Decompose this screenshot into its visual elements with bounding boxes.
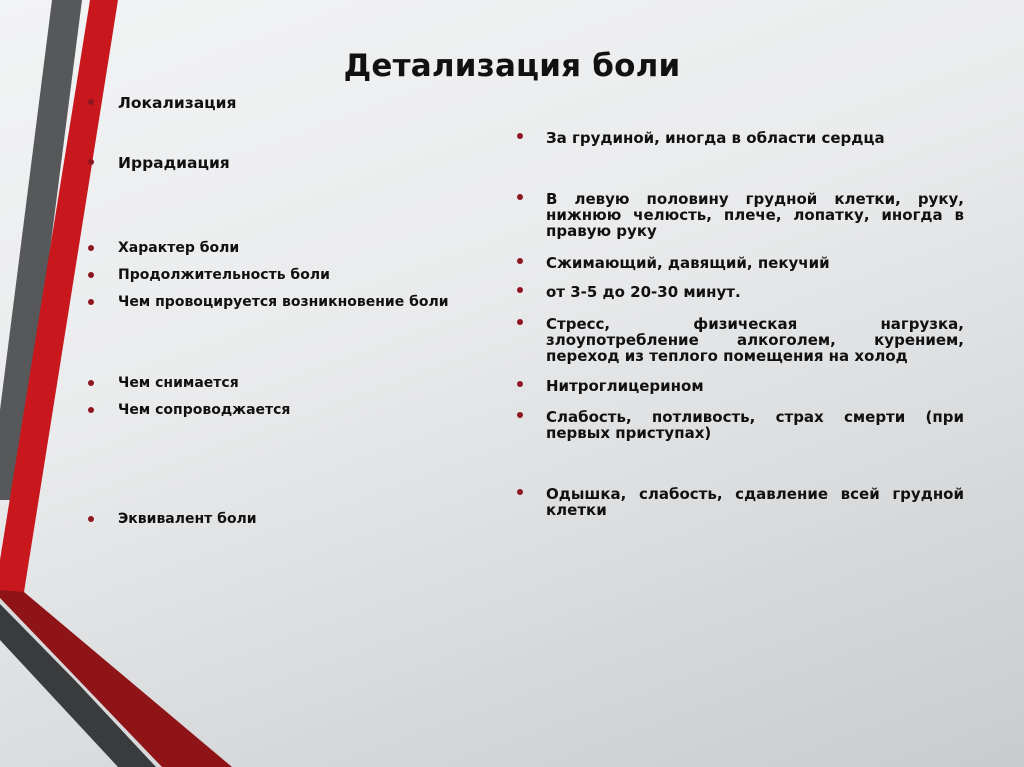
bullet-icon — [88, 272, 94, 278]
list-item: от 3-5 до 20-30 минут. — [546, 284, 964, 300]
list-item: Продолжительность боли — [118, 267, 330, 283]
list-item: Сжимающий, давящий, пекучий — [546, 255, 964, 271]
list-item: Локализация — [118, 94, 236, 112]
bullet-icon — [88, 407, 94, 413]
bullet-icon — [88, 99, 94, 105]
list-item: Слабость, потливость, страх смерти (при первых приступах) — [546, 409, 964, 441]
bullet-icon — [517, 489, 523, 495]
bullet-icon — [517, 194, 523, 200]
list-item: Чем сопроводжается — [118, 402, 290, 418]
bullet-icon — [517, 287, 523, 293]
list-item: В левую половину грудной клетки, руку, нижнюю челюсть, плече, лопатку, иногда в правую руку — [546, 191, 964, 239]
bullet-icon — [517, 412, 523, 418]
list-item: Характер боли — [118, 240, 239, 256]
list-item: Иррадиация — [118, 154, 230, 172]
bullet-icon — [517, 133, 523, 139]
list-item: Чем снимается — [118, 375, 239, 391]
bullet-icon — [88, 380, 94, 386]
bullet-icon — [517, 319, 523, 325]
list-item: За грудиной, иногда в области сердца — [546, 130, 964, 146]
slide-title: Детализация боли — [343, 48, 681, 84]
bullet-icon — [88, 245, 94, 251]
list-item: Чем провоцируется возникновение боли — [118, 294, 449, 310]
bullet-icon — [88, 516, 94, 522]
list-item: Нитроглицерином — [546, 378, 964, 394]
bullet-icon — [88, 159, 94, 165]
bullet-icon — [88, 299, 94, 305]
bullet-icon — [517, 258, 523, 264]
list-item: Стресс, физическая нагрузка, злоупотребление алкоголем, курением, переход из теплого помещения на холод — [546, 316, 964, 364]
list-item: Эквивалент боли — [118, 511, 257, 527]
list-item: Одышка, слабость, сдавление всей грудной клетки — [546, 486, 964, 518]
bullet-icon — [517, 381, 523, 387]
